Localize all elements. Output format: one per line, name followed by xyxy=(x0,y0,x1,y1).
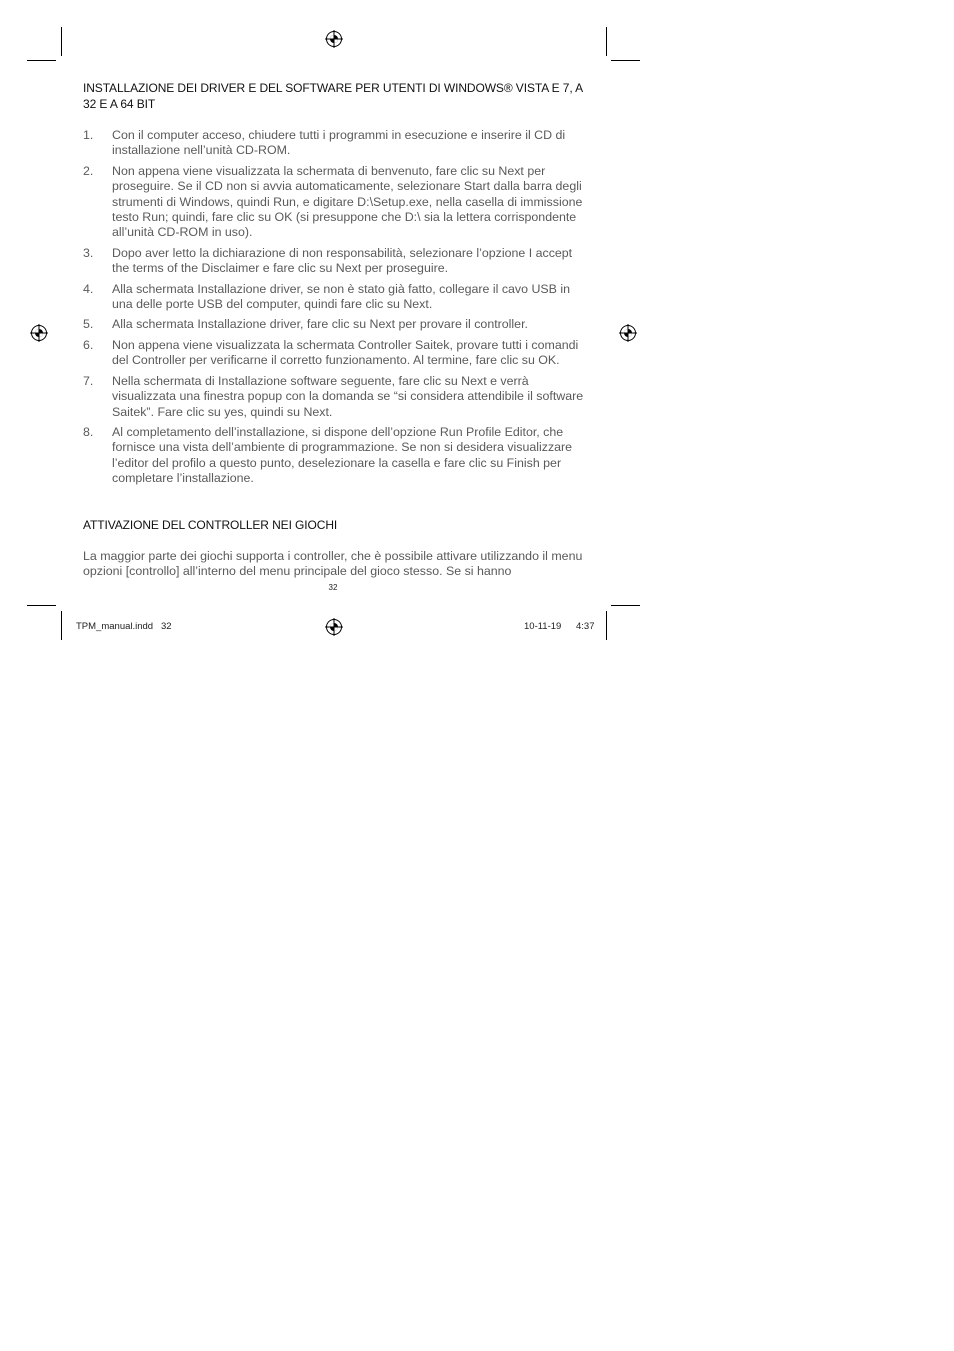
step-number: 4. xyxy=(83,281,94,296)
crop-mark xyxy=(27,605,56,606)
list-item xyxy=(83,282,588,313)
list-item xyxy=(83,164,588,241)
list-item xyxy=(83,128,588,159)
crop-mark xyxy=(61,27,62,56)
step-text: Alla schermata Installazione driver, fare clic su Next per provare il controller. xyxy=(112,317,528,332)
list-item xyxy=(83,246,588,277)
slug-filename: TPM_manual.indd 32 xyxy=(76,621,172,632)
step-number: 1. xyxy=(83,128,94,142)
crop-mark xyxy=(611,605,640,606)
crop-mark xyxy=(611,60,640,61)
step-number: 5. xyxy=(83,317,94,332)
step-text: Con il computer acceso, chiudere tutti i programmi in esecuzione e inserire il CD di installazione nell’unità CD-ROM. xyxy=(112,128,566,158)
section-heading-activation: ATTIVAZIONE DEL CONTROLLER NEI GIOCHI xyxy=(83,518,338,532)
list-item xyxy=(83,374,588,420)
slug-time: 4:37 xyxy=(576,621,595,632)
step-number: 8. xyxy=(83,424,94,439)
registration-mark-icon xyxy=(325,618,343,636)
list-item xyxy=(83,425,588,487)
page-number: 32 xyxy=(328,583,338,592)
crop-mark xyxy=(61,611,62,640)
body-paragraph: La maggior parte dei giochi supporta i controller, che è possibile attivare utilizzando il menu opzioni [controllo] all’interno del menu principale del gioco stesso. Se si hanno xyxy=(83,549,583,579)
list-item xyxy=(83,317,588,332)
step-text: Non appena viene visualizzata la schermata Controller Saitek, provare tutti i comandi del Controller per verificarne il corretto funzionamento. Al termine, fare clic su OK. xyxy=(112,337,579,368)
registration-mark-icon xyxy=(619,324,637,342)
step-number: 6. xyxy=(83,337,94,352)
registration-mark-icon xyxy=(325,30,343,48)
step-text: Nella schermata di Installazione software seguente, fare clic su Next e verrà visualizzata una finestra popup con la domanda se “si considera attendibile il software Saitek”. Fare clic su yes, quindi su Next. xyxy=(112,373,584,419)
slug-date: 10-11-19 xyxy=(524,621,562,632)
install-steps-list xyxy=(83,128,588,492)
registration-mark-icon xyxy=(30,324,48,342)
step-text: Alla schermata Installazione driver, se non è stato già fatto, collegare il cavo USB in una delle porte USB del computer, quindi fare clic su Next. xyxy=(112,281,571,312)
step-text: Non appena viene visualizzata la schermata di benvenuto, fare clic su Next per proseguire. Se il CD non si avvia automaticamente, selezionare Start dalla barra degli strumenti di Windows, quindi Run, e digitare D:\Setup.exe, nella casella di immissione testo Run; quindi, fare clic su OK (si presuppone che D:\ sia la lettera corrispondente all’unità CD-ROM in uso). xyxy=(112,163,583,240)
crop-mark xyxy=(606,27,607,56)
step-text: Dopo aver letto la dichiarazione di non responsabilità, selezionare l’opzione I accept the terms of the Disclaimer e fare clic su Next per proseguire. xyxy=(112,245,573,276)
step-number: 7. xyxy=(83,373,94,388)
step-text: Al completamento dell’installazione, si dispone dell’opzione Run Profile Editor, che fornisce una vista dell’ambiente di programmazione. Se non si desidera visualizzare l’editor del profilo a questo punto, deselezionare la casella e fare clic su Finish per completare l’installazione. xyxy=(112,424,573,486)
crop-mark xyxy=(27,60,56,61)
step-number: 2. xyxy=(83,163,94,178)
list-item xyxy=(83,338,588,369)
section-heading-install: INSTALLAZIONE DEI DRIVER E DEL SOFTWARE PER UTENTI DI WINDOWS® VISTA E 7, A 32 E A 64 BIT xyxy=(83,81,583,111)
step-number: 3. xyxy=(83,245,94,260)
crop-mark xyxy=(606,611,607,640)
